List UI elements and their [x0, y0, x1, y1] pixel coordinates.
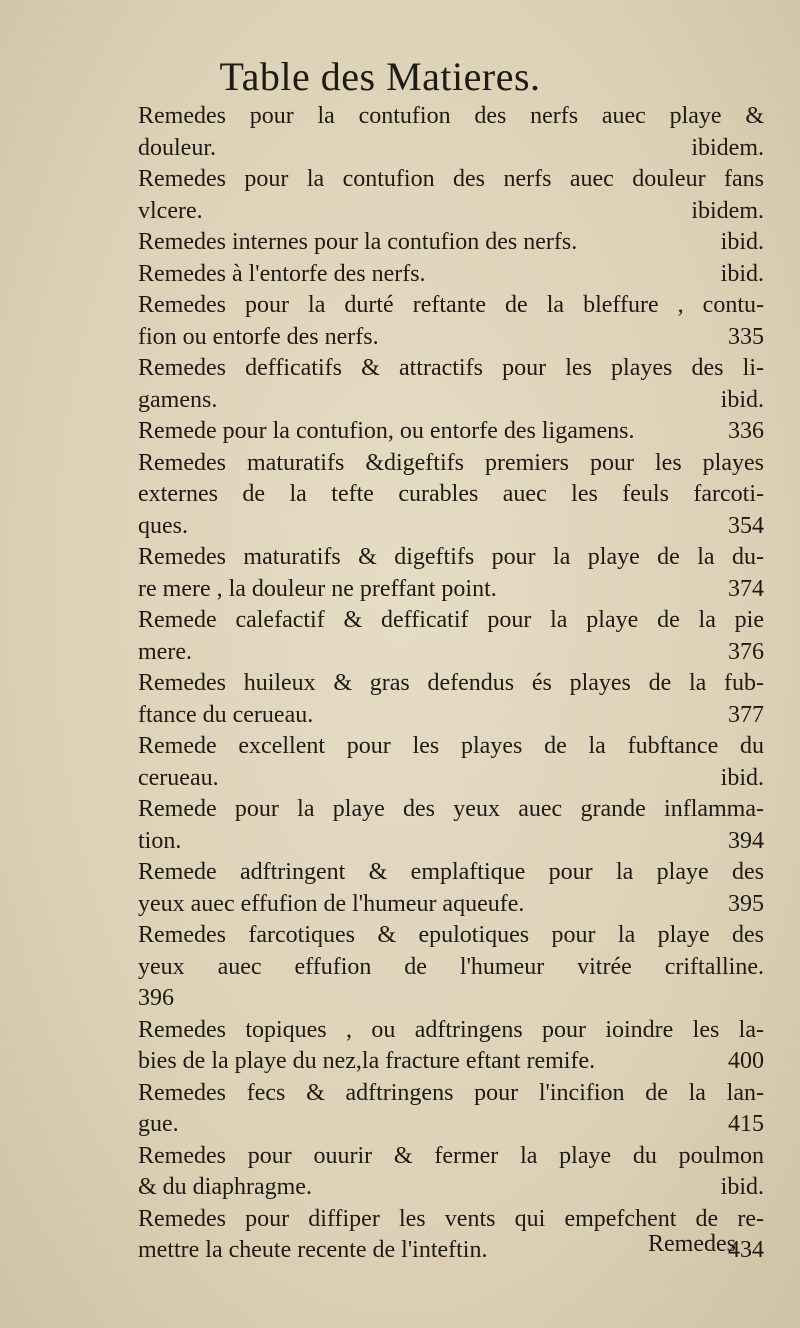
entry-text-line: Remede excellent pour les playes de la fubftance du — [138, 733, 764, 759]
entry-text: bies de la playe du nez,la fracture eftant remife. — [138, 1048, 596, 1074]
entry-text-line: externes de la tefte curables auec les feuls farcoti- — [138, 481, 764, 507]
entry-last-line — [138, 637, 764, 669]
entry-text-line: Remedes topiques , ou adftringens pour ioindre les la- — [138, 1016, 764, 1043]
page-reference: 377 — [728, 701, 764, 728]
entry-text: yeux auec effufion de l'humeur aqueufe. — [138, 890, 525, 917]
toc-entry — [138, 1141, 764, 1204]
toc-entry — [138, 101, 764, 164]
entry-last-line — [138, 1046, 764, 1078]
entry-text: & du diaphragme. — [138, 1174, 312, 1200]
entry-text: tion. — [138, 827, 182, 854]
page-reference: 394 — [728, 827, 764, 854]
entry-text-line: Remedes maturatifs &digeftifs premiers pour les playes — [138, 449, 764, 476]
entry-text-line: Remede calefactif & defficatif pour la playe de la pie — [138, 607, 764, 633]
toc-entry — [138, 416, 764, 448]
entry-text-line: Remedes pour la contufion des nerfs auec douleur fans — [138, 166, 764, 192]
toc-entry — [138, 448, 764, 543]
entry-text-line: Remedes huileux & gras defendus és playes de la fub- — [138, 670, 764, 696]
entry-text-line: Remedes pour diffiper les vents qui empefchent de re- — [138, 1205, 764, 1232]
entry-text: vlcere. — [138, 197, 203, 224]
toc-entry — [138, 227, 764, 259]
entry-last-line — [138, 1172, 764, 1204]
entry-text: fion ou entorfe des nerfs. — [138, 323, 379, 350]
entry-text: ftance du cerueau. — [138, 701, 314, 728]
entry-text: ques. — [138, 512, 188, 539]
page-reference: 434 — [728, 1237, 764, 1263]
page-reference: ibidem. — [691, 197, 764, 224]
page-reference: ibid. — [720, 1174, 764, 1200]
page-reference: ibid. — [720, 764, 764, 791]
entry-last-line — [138, 574, 764, 606]
entry-text-line: yeux auec effufion de l'humeur vitrée criftalline. — [138, 953, 764, 980]
entry-last-line — [138, 133, 764, 165]
toc-entry — [138, 920, 764, 1015]
entry-last-line — [138, 385, 764, 417]
toc-entry — [138, 731, 764, 794]
page-reference: ibid. — [720, 260, 764, 287]
entry-last-line — [138, 983, 764, 1015]
table-of-contents — [138, 101, 764, 1267]
entry-last-line — [138, 889, 764, 921]
entry-last-line — [138, 322, 764, 354]
entry-text: douleur. — [138, 134, 216, 161]
page-title: Table des Matieres. — [219, 54, 541, 99]
entry-text: 396 — [138, 985, 174, 1011]
entry-last-line — [138, 826, 764, 858]
entry-text-line: Remedes pour la durté reftante de la bleffure , contu- — [138, 292, 764, 318]
entry-last-line — [138, 416, 764, 448]
page-reference: 415 — [728, 1111, 764, 1137]
page-reference: ibidem. — [691, 134, 764, 161]
entry-text: mettre la cheute recente de l'inteftin. — [138, 1237, 488, 1263]
toc-entry — [138, 605, 764, 668]
toc-entry — [138, 164, 764, 227]
toc-entry — [138, 1078, 764, 1141]
entry-text: cerueau. — [138, 764, 219, 791]
entry-last-line — [138, 511, 764, 543]
entry-text: mere. — [138, 638, 192, 665]
entry-text-line: Remedes pour ouurir & fermer la playe du poulmon — [138, 1142, 764, 1169]
entry-last-line — [138, 259, 764, 291]
page-reference: ibid. — [720, 386, 764, 413]
page-reference: 354 — [728, 512, 764, 539]
page-reference: 376 — [728, 638, 764, 665]
page-reference: 400 — [728, 1048, 764, 1074]
entry-text-line: Remedes fecs & adftringens pour l'incifion de la lan- — [138, 1079, 764, 1106]
entry-last-line — [138, 700, 764, 732]
entry-last-line — [138, 1109, 764, 1141]
entry-text-line: Remedes defficatifs & attractifs pour les playes des li- — [138, 355, 764, 381]
entry-text: Remede pour la contufion, ou entorfe des ligamens. — [138, 418, 635, 444]
catchword: Remedes — [648, 1231, 736, 1257]
page-reference: 336 — [728, 418, 764, 444]
toc-entry — [138, 668, 764, 731]
entry-last-line — [138, 227, 764, 259]
entry-text: gamens. — [138, 386, 218, 413]
page-reference: ibid. — [720, 229, 764, 255]
entry-text-line: Remede adftringent & emplaftique pour la playe des — [138, 859, 764, 885]
entry-text: Remedes internes pour la contufion des nerfs. — [138, 229, 578, 255]
toc-entry — [138, 542, 764, 605]
page-reference: 335 — [728, 323, 764, 350]
toc-entry — [138, 794, 764, 857]
entry-text-line: Remedes pour la contufion des nerfs auec playe & — [138, 103, 764, 129]
entry-text: re mere , la douleur ne preffant point. — [138, 575, 497, 602]
toc-entry — [138, 857, 764, 920]
toc-entry — [138, 290, 764, 353]
page-reference — [752, 983, 764, 1015]
toc-entry — [138, 259, 764, 291]
toc-entry — [138, 1015, 764, 1078]
toc-entry — [138, 353, 764, 416]
page-reference: 374 — [728, 575, 764, 602]
entry-last-line — [138, 763, 764, 795]
entry-text-line: Remede pour la playe des yeux auec grande inflamma- — [138, 796, 764, 822]
entry-text: Remedes à l'entorfe des nerfs. — [138, 260, 426, 287]
page-reference: 395 — [728, 890, 764, 917]
entry-last-line — [138, 196, 764, 228]
entry-text: gue. — [138, 1111, 179, 1137]
entry-text-line: Remedes farcotiques & epulotiques pour la playe des — [138, 922, 764, 948]
entry-text-line: Remedes maturatifs & digeftifs pour la playe de la du- — [138, 544, 764, 570]
